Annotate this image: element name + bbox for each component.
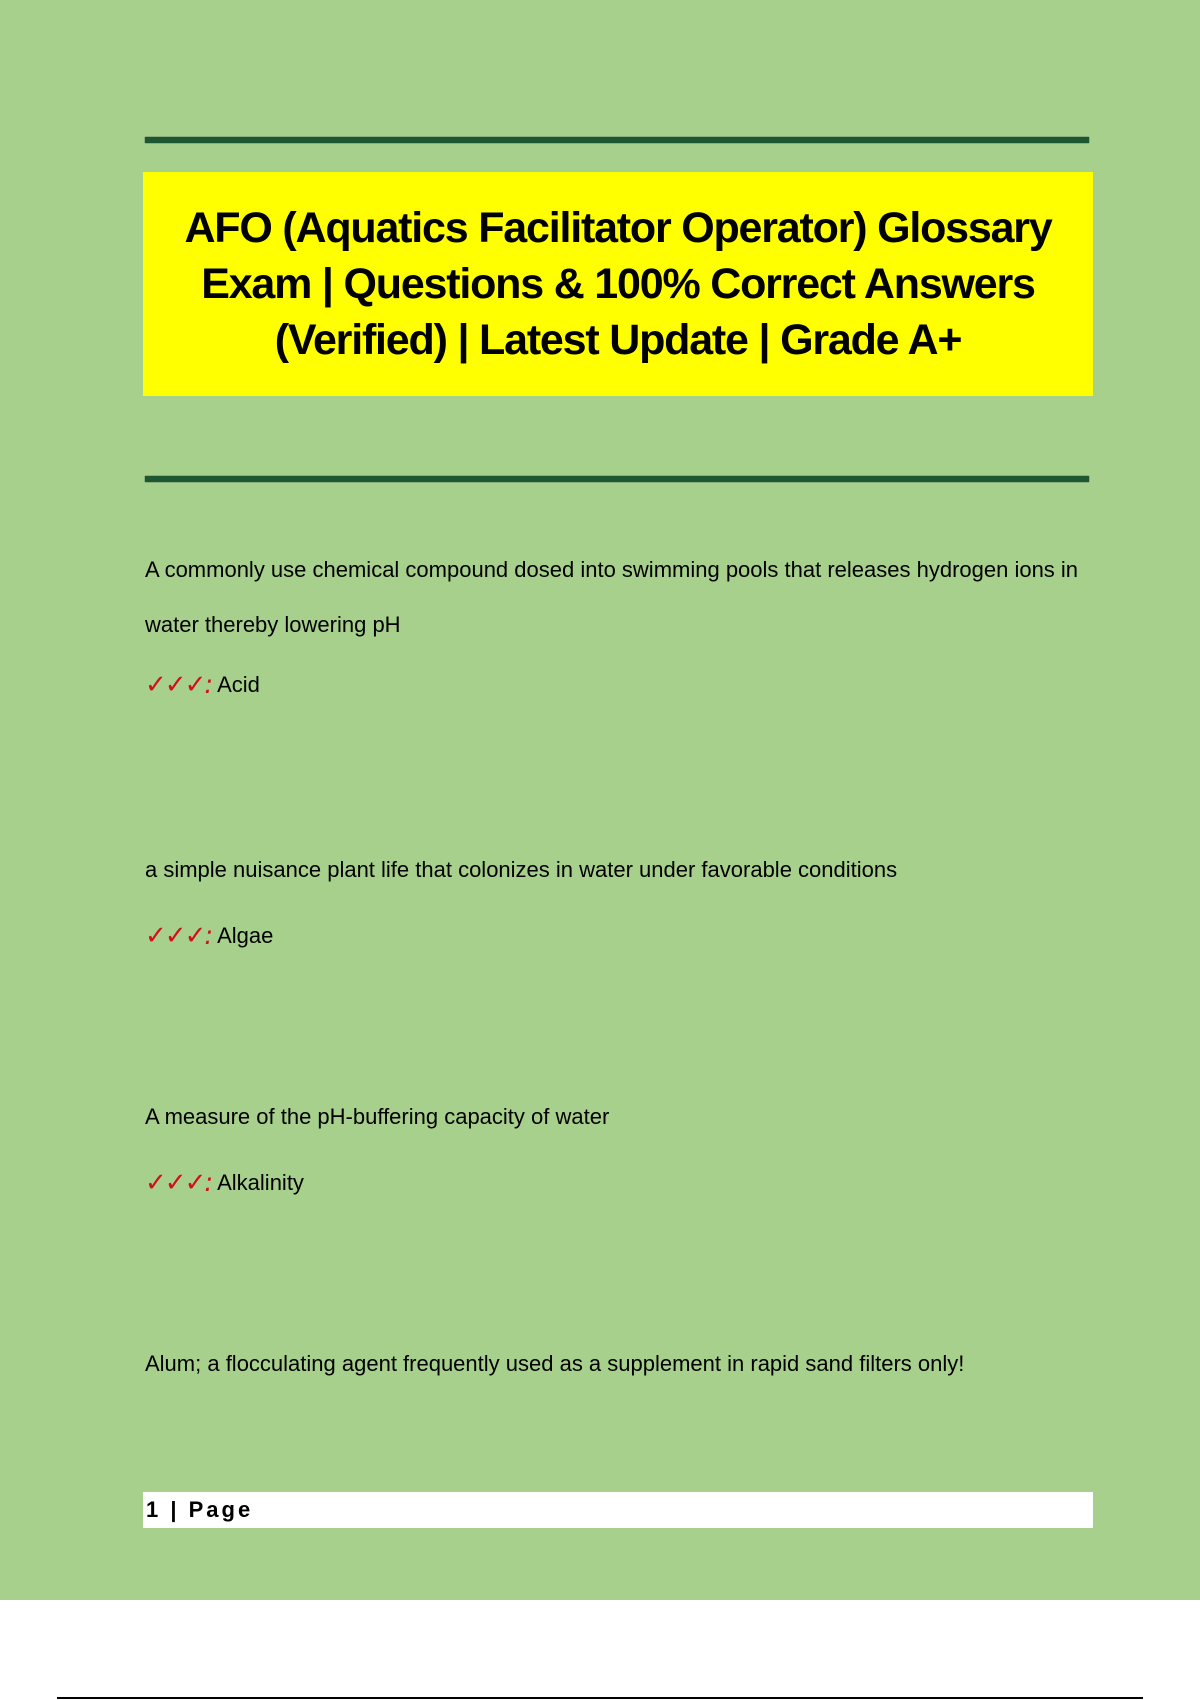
title-highlight [143, 172, 1093, 396]
checkmark-icon: ✓✓✓: [145, 670, 212, 700]
title-divider [145, 476, 1089, 482]
checkmark-icon: ✓✓✓: [145, 921, 212, 951]
page-separator [57, 1697, 1143, 1699]
question-text: a simple nuisance plant life that colonizes in water under favorable conditions [145, 857, 898, 882]
page-number: 1 | Page [146, 1497, 254, 1522]
question-text: Alum; a flocculating agent frequently used as a supplement in rapid sand filters only! [145, 1351, 965, 1376]
answer-line [145, 1168, 1095, 1198]
glossary-entry [145, 1336, 1095, 1391]
glossary-entry [145, 842, 1095, 951]
answer-line [145, 670, 1095, 700]
document-title: AFO (Aquatics Facilitator Operator) Glossary Exam | Questions & 100% Correct Answers (Verified) | Latest Update | Grade A+ [184, 204, 1052, 364]
answer-text: Algae [217, 923, 274, 948]
top-divider [145, 137, 1089, 143]
question-text: A measure of the pH-buffering capacity of water [145, 1104, 610, 1129]
glossary-entry [145, 1089, 1095, 1198]
glossary-entry [145, 542, 1095, 700]
answer-text: Acid [217, 672, 260, 697]
page-footer [143, 1492, 1093, 1528]
answer-line [145, 921, 1095, 951]
question-text: A commonly use chemical compound dosed into swimming pools that releases hydrogen ions in water thereby lowering pH [145, 557, 1079, 637]
checkmark-icon: ✓✓✓: [145, 1168, 212, 1198]
answer-text: Alkalinity [217, 1170, 304, 1195]
